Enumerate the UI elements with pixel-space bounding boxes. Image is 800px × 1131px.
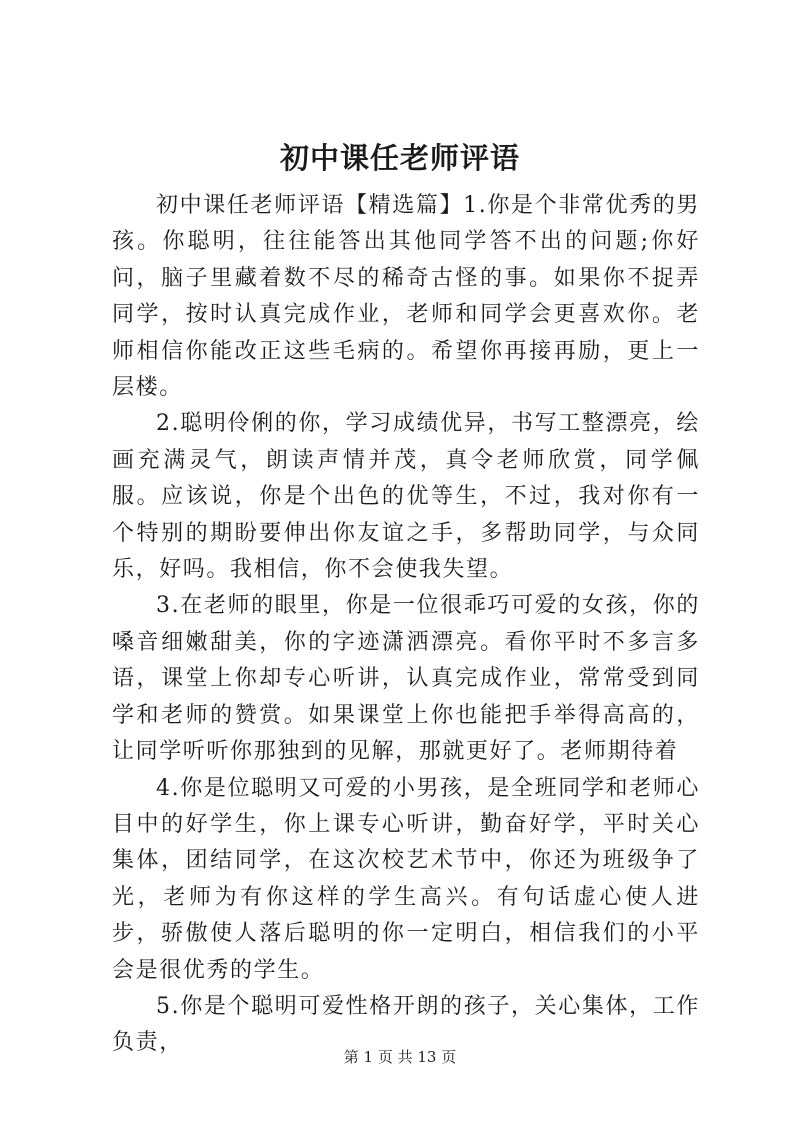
paragraph-4: 4.你是位聪明又可爱的小男孩，是全班同学和老师心目中的好学生，你上课专心听讲，勤奋好学，平时关心集体，团结同学，在这次校艺术节中，你还为班级争了光，老师为有你这样的学生高兴。有句话虚心使人进步，骄傲使人落后聪明的你一定明白，相信我们的小平会是很优秀的学生。 bbox=[112, 775, 700, 983]
page-number-footer: 第 1 页 共 13 页 bbox=[343, 1048, 457, 1066]
page-title: 初中课任老师评语 bbox=[279, 141, 520, 175]
paragraph-2: 2.聪明伶俐的你，学习成绩优异，书写工整漂亮，绘画充满灵气，朗读声情并茂，真令老师欣赏，同学佩服。应该说，你是个出色的优等生，不过，我对你有一个特别的期盼要伸出你友谊之手，多帮助同学，与众同乐，好吗。我相信，你不会使我失望。 bbox=[112, 411, 700, 583]
paragraph-3: 3.在老师的眼里，你是一位很乖巧可爱的女孩，你的嗓音细嫩甜美，你的字迹潇洒漂亮。看你平时不多言多语，课堂上你却专心听讲，认真完成作业，常常受到同学和老师的赞赏。如果课堂上你也能把手举得高高的，让同学听听你那独到的见解，那就更好了。老师期待着 bbox=[112, 593, 700, 765]
document-body bbox=[112, 188, 700, 1062]
paragraph-1: 初中课任老师评语【精选篇】1.你是个非常优秀的男孩。你聪明，往往能答出其他同学答不出的问题;你好问，脑子里藏着数不尽的稀奇古怪的事。如果你不捉弄同学，按时认真完成作业，老师和同学会更喜欢你。老师相信你能改正这些毛病的。希望你再接再励，更上一层楼。 bbox=[112, 193, 700, 401]
paragraph-5: 5.你是个聪明可爱性格开朗的孩子，关心集体，工作负责， bbox=[112, 993, 700, 1056]
